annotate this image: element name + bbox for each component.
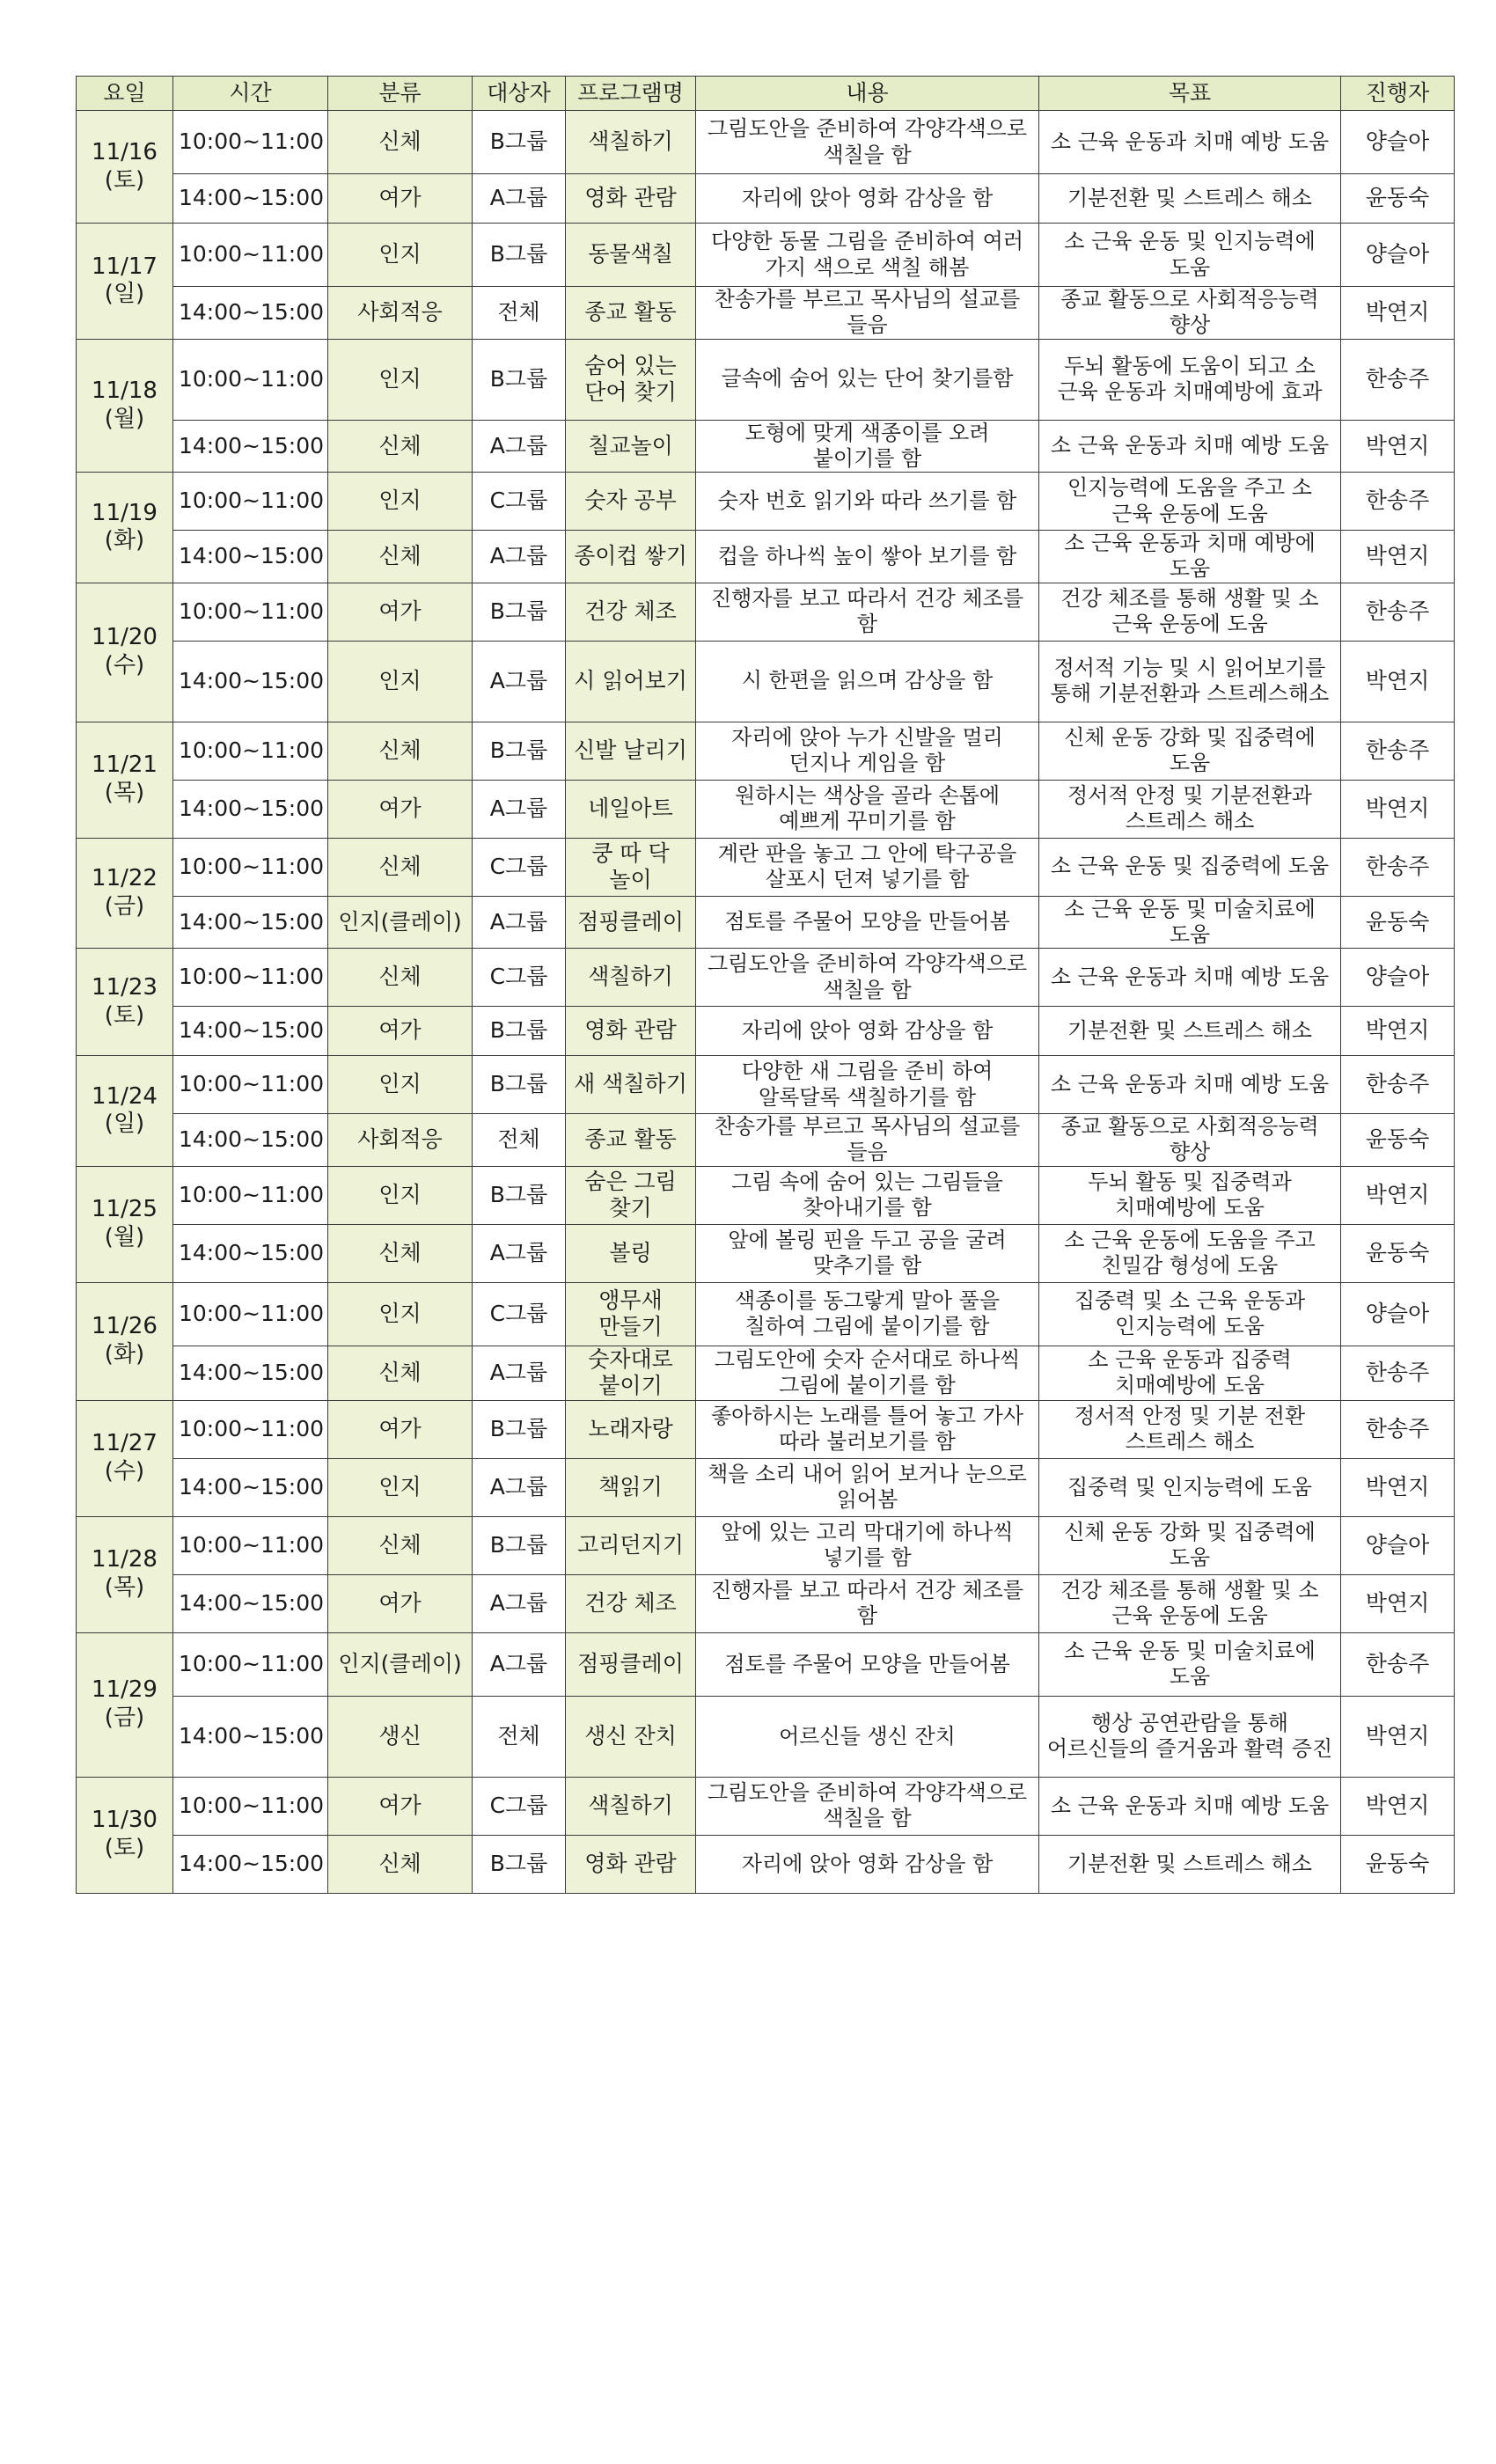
weekday-label: (금): [104, 892, 145, 920]
goal-cell: 기분전환 및 스트레스 해소: [1039, 1007, 1341, 1056]
date-cell: [77, 1777, 173, 1893]
content-cell: 숫자 번호 읽기와 따라 쓰기를 함: [696, 473, 1039, 531]
leader-cell: 한송주: [1341, 838, 1455, 896]
program-name-cell: 숫자 공부: [566, 473, 696, 531]
category-cell: 신체: [328, 1516, 473, 1574]
goal-cell: 소 근육 운동에 도움을 주고 친밀감 형성에 도움: [1039, 1224, 1341, 1282]
group-cell: A그룹: [473, 641, 566, 722]
program-name-cell: 앵무새 만들기: [566, 1282, 696, 1346]
date-cell: [77, 111, 173, 224]
category-cell: 인지: [328, 473, 473, 531]
content-cell: 좋아하시는 노래를 틀어 놓고 가사 따라 불러보기를 함: [696, 1400, 1039, 1458]
table-row: [77, 1282, 1455, 1346]
program-name-cell: 숨은 그림 찾기: [566, 1166, 696, 1224]
goal-cell: 소 근육 운동 및 미술치료에 도움: [1039, 1632, 1341, 1696]
goal-cell: 기분전환 및 스트레스 해소: [1039, 174, 1341, 224]
group-cell: B그룹: [473, 722, 566, 780]
time-cell: 14:00~15:00: [173, 531, 328, 583]
program-name-cell: 고리던지기: [566, 1516, 696, 1574]
leader-cell: 박연지: [1341, 1696, 1455, 1777]
program-name-cell: 네일아트: [566, 780, 696, 838]
date-cell: [77, 583, 173, 722]
content-cell: 자리에 앉아 영화 감상을 함: [696, 1007, 1039, 1056]
program-name-cell: 책읽기: [566, 1458, 696, 1516]
time-cell: 10:00~11:00: [173, 838, 328, 896]
date-cell: [77, 1056, 173, 1167]
group-cell: A그룹: [473, 420, 566, 473]
table-row: [77, 1346, 1455, 1400]
schedule-sheet: [76, 76, 1454, 1894]
weekday-label: (목): [104, 1574, 145, 1602]
leader-cell: 한송주: [1341, 1346, 1455, 1400]
program-name-cell: 영화 관람: [566, 1007, 696, 1056]
leader-cell: 박연지: [1341, 420, 1455, 473]
content-cell: 자리에 앉아 영화 감상을 함: [696, 174, 1039, 224]
leader-cell: 한송주: [1341, 722, 1455, 780]
leader-cell: 양슬아: [1341, 1282, 1455, 1346]
leader-cell: 윤동숙: [1341, 1114, 1455, 1167]
category-cell: 신체: [328, 722, 473, 780]
group-cell: B그룹: [473, 583, 566, 641]
content-cell: 다양한 동물 그림을 준비하여 여러 가지 색으로 색칠 해봄: [696, 224, 1039, 287]
col-header-target: 대상자: [473, 77, 566, 111]
category-cell: 여가: [328, 1777, 473, 1835]
table-row: [77, 838, 1455, 896]
program-name-cell: 색칠하기: [566, 949, 696, 1007]
category-cell: 인지(클레이): [328, 896, 473, 949]
table-row: [77, 641, 1455, 722]
content-cell: 컵을 하나씩 높이 쌓아 보기를 함: [696, 531, 1039, 583]
weekday-label: (토): [104, 166, 145, 194]
goal-cell: 행상 공연관람을 통해 어르신들의 즐거움과 활력 증진: [1039, 1696, 1341, 1777]
group-cell: B그룹: [473, 1835, 566, 1893]
table-row: [77, 949, 1455, 1007]
table-row: [77, 722, 1455, 780]
content-cell: 계란 판을 놓고 그 안에 탁구공을 살포시 던져 넣기를 함: [696, 838, 1039, 896]
category-cell: 여가: [328, 1574, 473, 1632]
program-name-cell: 볼링: [566, 1224, 696, 1282]
group-cell: B그룹: [473, 1166, 566, 1224]
group-cell: C그룹: [473, 1777, 566, 1835]
table-row: [77, 1574, 1455, 1632]
header-row: [77, 77, 1455, 111]
content-cell: 자리에 앉아 영화 감상을 함: [696, 1835, 1039, 1893]
time-cell: 10:00~11:00: [173, 473, 328, 531]
program-name-cell: 쿵 따 닥 놀이: [566, 838, 696, 896]
category-cell: 신체: [328, 531, 473, 583]
leader-cell: 윤동숙: [1341, 896, 1455, 949]
content-cell: 글속에 숨어 있는 단어 찾기를함: [696, 339, 1039, 420]
time-cell: 14:00~15:00: [173, 1007, 328, 1056]
leader-cell: 한송주: [1341, 473, 1455, 531]
table-row: [77, 339, 1455, 420]
category-cell: 인지: [328, 1458, 473, 1516]
goal-cell: 소 근육 운동과 치매 예방 도움: [1039, 1056, 1341, 1114]
time-cell: 14:00~15:00: [173, 420, 328, 473]
leader-cell: 박연지: [1341, 287, 1455, 340]
col-header-content: 내용: [696, 77, 1039, 111]
group-cell: 전체: [473, 1114, 566, 1167]
goal-cell: 집중력 및 인지능력에 도움: [1039, 1458, 1341, 1516]
time-cell: 10:00~11:00: [173, 1166, 328, 1224]
time-cell: 10:00~11:00: [173, 1056, 328, 1114]
group-cell: C그룹: [473, 473, 566, 531]
program-name-cell: 영화 관람: [566, 1835, 696, 1893]
time-cell: 14:00~15:00: [173, 1346, 328, 1400]
group-cell: A그룹: [473, 780, 566, 838]
table-row: [77, 896, 1455, 949]
goal-cell: 소 근육 운동과 치매 예방 도움: [1039, 111, 1341, 174]
content-cell: 도형에 맞게 색종이를 오려 붙이기를 함: [696, 420, 1039, 473]
goal-cell: 소 근육 운동 및 집중력에 도움: [1039, 838, 1341, 896]
table-row: [77, 1516, 1455, 1574]
goal-cell: 신체 운동 강화 및 집중력에 도움: [1039, 722, 1341, 780]
category-cell: 인지: [328, 224, 473, 287]
program-schedule-table: [76, 76, 1455, 1894]
date-cell: [77, 339, 173, 473]
group-cell: A그룹: [473, 1458, 566, 1516]
time-cell: 10:00~11:00: [173, 339, 328, 420]
goal-cell: 소 근육 운동과 집중력 치매예방에 도움: [1039, 1346, 1341, 1400]
goal-cell: 소 근육 운동과 치매 예방에 도움: [1039, 531, 1341, 583]
goal-cell: 정서적 기능 및 시 읽어보기를 통해 기분전환과 스트레스해소: [1039, 641, 1341, 722]
group-cell: A그룹: [473, 1632, 566, 1696]
program-name-cell: 숨어 있는 단어 찾기: [566, 339, 696, 420]
goal-cell: 종교 활동으로 사회적응능력 향상: [1039, 1114, 1341, 1167]
goal-cell: 기분전환 및 스트레스 해소: [1039, 1835, 1341, 1893]
content-cell: 책을 소리 내어 읽어 보거나 눈으로 읽어봄: [696, 1458, 1039, 1516]
group-cell: A그룹: [473, 1224, 566, 1282]
time-cell: 14:00~15:00: [173, 1114, 328, 1167]
group-cell: A그룹: [473, 1574, 566, 1632]
content-cell: 그림도안에 숫자 순서대로 하나씩 그림에 붙이기를 함: [696, 1346, 1039, 1400]
goal-cell: 소 근육 운동과 치매 예방 도움: [1039, 949, 1341, 1007]
table-row: [77, 111, 1455, 174]
col-header-leader: 진행자: [1341, 77, 1455, 111]
program-name-cell: 새 색칠하기: [566, 1056, 696, 1114]
content-cell: 진행자를 보고 따라서 건강 체조를 함: [696, 583, 1039, 641]
content-cell: 앞에 볼링 핀을 두고 공을 굴려 맞추기를 함: [696, 1224, 1039, 1282]
leader-cell: 박연지: [1341, 531, 1455, 583]
table-row: [77, 1056, 1455, 1114]
table-row: [77, 1166, 1455, 1224]
leader-cell: 박연지: [1341, 641, 1455, 722]
category-cell: 여가: [328, 1007, 473, 1056]
goal-cell: 신체 운동 강화 및 집중력에 도움: [1039, 1516, 1341, 1574]
goal-cell: 정서적 안정 및 기분 전환 스트레스 해소: [1039, 1400, 1341, 1458]
group-cell: B그룹: [473, 339, 566, 420]
program-name-cell: 노래자랑: [566, 1400, 696, 1458]
leader-cell: 윤동숙: [1341, 1835, 1455, 1893]
time-cell: 14:00~15:00: [173, 1458, 328, 1516]
content-cell: 어르신들 생신 잔치: [696, 1696, 1039, 1777]
table-row: [77, 531, 1455, 583]
program-name-cell: 건강 체조: [566, 583, 696, 641]
group-cell: A그룹: [473, 896, 566, 949]
weekday-label: (일): [104, 281, 145, 308]
col-header-goal: 목표: [1039, 77, 1341, 111]
date-cell: [77, 1632, 173, 1777]
date-label: 11/25: [92, 1196, 158, 1223]
goal-cell: 두뇌 활동에 도움이 되고 소 근육 운동과 치매예방에 효과: [1039, 339, 1341, 420]
table-row: [77, 1835, 1455, 1893]
group-cell: C그룹: [473, 949, 566, 1007]
weekday-label: (월): [104, 1224, 145, 1251]
program-name-cell: 시 읽어보기: [566, 641, 696, 722]
table-row: [77, 1224, 1455, 1282]
category-cell: 신체: [328, 838, 473, 896]
table-row: [77, 224, 1455, 287]
program-name-cell: 영화 관람: [566, 174, 696, 224]
content-cell: 시 한편을 읽으며 감상을 함: [696, 641, 1039, 722]
group-cell: 전체: [473, 1696, 566, 1777]
program-name-cell: 종이컵 쌓기: [566, 531, 696, 583]
time-cell: 10:00~11:00: [173, 224, 328, 287]
col-header-category: 분류: [328, 77, 473, 111]
date-cell: [77, 949, 173, 1056]
program-name-cell: 동물색칠: [566, 224, 696, 287]
goal-cell: 소 근육 운동 및 인지능력에 도움: [1039, 224, 1341, 287]
program-name-cell: 칠교놀이: [566, 420, 696, 473]
group-cell: B그룹: [473, 224, 566, 287]
date-label: 11/22: [92, 865, 158, 892]
leader-cell: 박연지: [1341, 1777, 1455, 1835]
table-row: [77, 1007, 1455, 1056]
program-name-cell: 숫자대로 붙이기: [566, 1346, 696, 1400]
date-label: 11/21: [92, 752, 158, 779]
leader-cell: 한송주: [1341, 1400, 1455, 1458]
time-cell: 14:00~15:00: [173, 896, 328, 949]
weekday-label: (화): [104, 527, 145, 554]
leader-cell: 박연지: [1341, 1007, 1455, 1056]
group-cell: A그룹: [473, 174, 566, 224]
group-cell: B그룹: [473, 111, 566, 174]
leader-cell: 윤동숙: [1341, 174, 1455, 224]
leader-cell: 한송주: [1341, 339, 1455, 420]
leader-cell: 한송주: [1341, 1056, 1455, 1114]
time-cell: 10:00~11:00: [173, 949, 328, 1007]
category-cell: 신체: [328, 111, 473, 174]
date-label: 11/20: [92, 624, 158, 651]
weekday-label: (수): [104, 652, 145, 679]
goal-cell: 건강 체조를 통해 생활 및 소 근육 운동에 도움: [1039, 583, 1341, 641]
group-cell: C그룹: [473, 1282, 566, 1346]
leader-cell: 박연지: [1341, 1574, 1455, 1632]
content-cell: 앞에 있는 고리 막대기에 하나씩 넣기를 함: [696, 1516, 1039, 1574]
table-row: [77, 1458, 1455, 1516]
program-name-cell: 신발 날리기: [566, 722, 696, 780]
table-row: [77, 1632, 1455, 1696]
time-cell: 14:00~15:00: [173, 174, 328, 224]
content-cell: 그림 속에 숨어 있는 그림들을 찾아내기를 함: [696, 1166, 1039, 1224]
date-label: 11/16: [92, 138, 158, 165]
table-row: [77, 420, 1455, 473]
weekday-label: (월): [104, 405, 145, 432]
leader-cell: 양슬아: [1341, 1516, 1455, 1574]
col-header-program: 프로그램명: [566, 77, 696, 111]
goal-cell: 건강 체조를 통해 생활 및 소 근육 운동에 도움: [1039, 1574, 1341, 1632]
program-name-cell: 생신 잔치: [566, 1696, 696, 1777]
goal-cell: 집중력 및 소 근육 운동과 인지능력에 도움: [1039, 1282, 1341, 1346]
category-cell: 여가: [328, 780, 473, 838]
leader-cell: 한송주: [1341, 583, 1455, 641]
goal-cell: 소 근육 운동 및 미술치료에 도움: [1039, 896, 1341, 949]
date-label: 11/24: [92, 1082, 158, 1110]
category-cell: 사회적응: [328, 1114, 473, 1167]
date-cell: [77, 1400, 173, 1516]
schedule-body: [77, 111, 1455, 1894]
table-row: [77, 1114, 1455, 1167]
date-label: 11/23: [92, 973, 158, 1001]
category-cell: 여가: [328, 174, 473, 224]
time-cell: 14:00~15:00: [173, 641, 328, 722]
time-cell: 10:00~11:00: [173, 1282, 328, 1346]
category-cell: 사회적응: [328, 287, 473, 340]
category-cell: 여가: [328, 583, 473, 641]
program-name-cell: 종교 활동: [566, 1114, 696, 1167]
date-label: 11/27: [92, 1430, 158, 1457]
leader-cell: 한송주: [1341, 1632, 1455, 1696]
goal-cell: 종교 활동으로 사회적응능력 향상: [1039, 287, 1341, 340]
time-cell: 10:00~11:00: [173, 1632, 328, 1696]
content-cell: 그림도안을 준비하여 각양각색으로 색칠을 함: [696, 111, 1039, 174]
category-cell: 인지: [328, 1282, 473, 1346]
program-name-cell: 점핑클레이: [566, 896, 696, 949]
content-cell: 색종이를 동그랗게 말아 풀을 칠하여 그림에 붙이기를 함: [696, 1282, 1039, 1346]
date-label: 11/26: [92, 1313, 158, 1340]
leader-cell: 박연지: [1341, 1166, 1455, 1224]
group-cell: A그룹: [473, 1346, 566, 1400]
date-cell: [77, 224, 173, 340]
time-cell: 14:00~15:00: [173, 780, 328, 838]
leader-cell: 윤동숙: [1341, 1224, 1455, 1282]
table-row: [77, 473, 1455, 531]
time-cell: 10:00~11:00: [173, 583, 328, 641]
content-cell: 찬송가를 부르고 목사님의 설교를 들음: [696, 287, 1039, 340]
category-cell: 인지: [328, 339, 473, 420]
program-name-cell: 점핑클레이: [566, 1632, 696, 1696]
weekday-label: (토): [104, 1835, 145, 1862]
program-name-cell: 색칠하기: [566, 1777, 696, 1835]
col-header-weekday: 요일: [77, 77, 173, 111]
date-cell: [77, 1282, 173, 1400]
date-cell: [77, 1516, 173, 1632]
time-cell: 14:00~15:00: [173, 1574, 328, 1632]
time-cell: 14:00~15:00: [173, 287, 328, 340]
category-cell: 여가: [328, 1400, 473, 1458]
goal-cell: 정서적 안정 및 기분전환과 스트레스 해소: [1039, 780, 1341, 838]
goal-cell: 소 근육 운동과 치매 예방 도움: [1039, 1777, 1341, 1835]
leader-cell: 양슬아: [1341, 949, 1455, 1007]
table-row: [77, 287, 1455, 340]
category-cell: 인지: [328, 1166, 473, 1224]
group-cell: B그룹: [473, 1056, 566, 1114]
time-cell: 10:00~11:00: [173, 111, 328, 174]
category-cell: 신체: [328, 1835, 473, 1893]
table-row: [77, 1777, 1455, 1835]
weekday-label: (수): [104, 1458, 145, 1485]
time-cell: 10:00~11:00: [173, 722, 328, 780]
table-row: [77, 583, 1455, 641]
content-cell: 그림도안을 준비하여 각양각색으로 색칠을 함: [696, 1777, 1039, 1835]
category-cell: 인지: [328, 641, 473, 722]
weekday-label: (금): [104, 1705, 145, 1732]
goal-cell: 인지능력에 도움을 주고 소 근육 운동에 도움: [1039, 473, 1341, 531]
col-header-time: 시간: [173, 77, 328, 111]
date-cell: [77, 473, 173, 583]
content-cell: 원하시는 색상을 골라 손톱에 예쁘게 꾸미기를 함: [696, 780, 1039, 838]
content-cell: 점토를 주물어 모양을 만들어봄: [696, 1632, 1039, 1696]
weekday-label: (목): [104, 780, 145, 807]
date-cell: [77, 838, 173, 949]
group-cell: C그룹: [473, 838, 566, 896]
date-label: 11/17: [92, 253, 158, 280]
leader-cell: 박연지: [1341, 780, 1455, 838]
content-cell: 자리에 앉아 누가 신발을 멀리 던지나 게임을 함: [696, 722, 1039, 780]
weekday-label: (일): [104, 1111, 145, 1138]
group-cell: B그룹: [473, 1516, 566, 1574]
group-cell: B그룹: [473, 1007, 566, 1056]
date-label: 11/18: [92, 378, 158, 405]
program-name-cell: 종교 활동: [566, 287, 696, 340]
table-row: [77, 780, 1455, 838]
program-name-cell: 색칠하기: [566, 111, 696, 174]
date-label: 11/28: [92, 1546, 158, 1573]
content-cell: 찬송가를 부르고 목사님의 설교를 들음: [696, 1114, 1039, 1167]
table-row: [77, 1400, 1455, 1458]
weekday-label: (화): [104, 1341, 145, 1368]
content-cell: 그림도안을 준비하여 각양각색으로 색칠을 함: [696, 949, 1039, 1007]
content-cell: 다양한 새 그림을 준비 하여 알록달록 색칠하기를 함: [696, 1056, 1039, 1114]
date-cell: [77, 722, 173, 838]
leader-cell: 양슬아: [1341, 111, 1455, 174]
time-cell: 10:00~11:00: [173, 1777, 328, 1835]
time-cell: 10:00~11:00: [173, 1516, 328, 1574]
time-cell: 14:00~15:00: [173, 1696, 328, 1777]
date-label: 11/30: [92, 1807, 158, 1834]
date-label: 11/29: [92, 1676, 158, 1704]
leader-cell: 양슬아: [1341, 224, 1455, 287]
date-label: 11/19: [92, 499, 158, 526]
category-cell: 신체: [328, 949, 473, 1007]
category-cell: 생신: [328, 1696, 473, 1777]
category-cell: 인지: [328, 1056, 473, 1114]
leader-cell: 박연지: [1341, 1458, 1455, 1516]
content-cell: 진행자를 보고 따라서 건강 체조를 함: [696, 1574, 1039, 1632]
time-cell: 14:00~15:00: [173, 1224, 328, 1282]
content-cell: 점토를 주물어 모양을 만들어봄: [696, 896, 1039, 949]
category-cell: 신체: [328, 1346, 473, 1400]
table-row: [77, 1696, 1455, 1777]
time-cell: 10:00~11:00: [173, 1400, 328, 1458]
group-cell: 전체: [473, 287, 566, 340]
category-cell: 인지(클레이): [328, 1632, 473, 1696]
time-cell: 14:00~15:00: [173, 1835, 328, 1893]
goal-cell: 소 근육 운동과 치매 예방 도움: [1039, 420, 1341, 473]
table-row: [77, 174, 1455, 224]
category-cell: 신체: [328, 420, 473, 473]
weekday-label: (토): [104, 1001, 145, 1029]
group-cell: B그룹: [473, 1400, 566, 1458]
goal-cell: 두뇌 활동 및 집중력과 치매예방에 도움: [1039, 1166, 1341, 1224]
program-name-cell: 건강 체조: [566, 1574, 696, 1632]
group-cell: A그룹: [473, 531, 566, 583]
category-cell: 신체: [328, 1224, 473, 1282]
date-cell: [77, 1166, 173, 1282]
